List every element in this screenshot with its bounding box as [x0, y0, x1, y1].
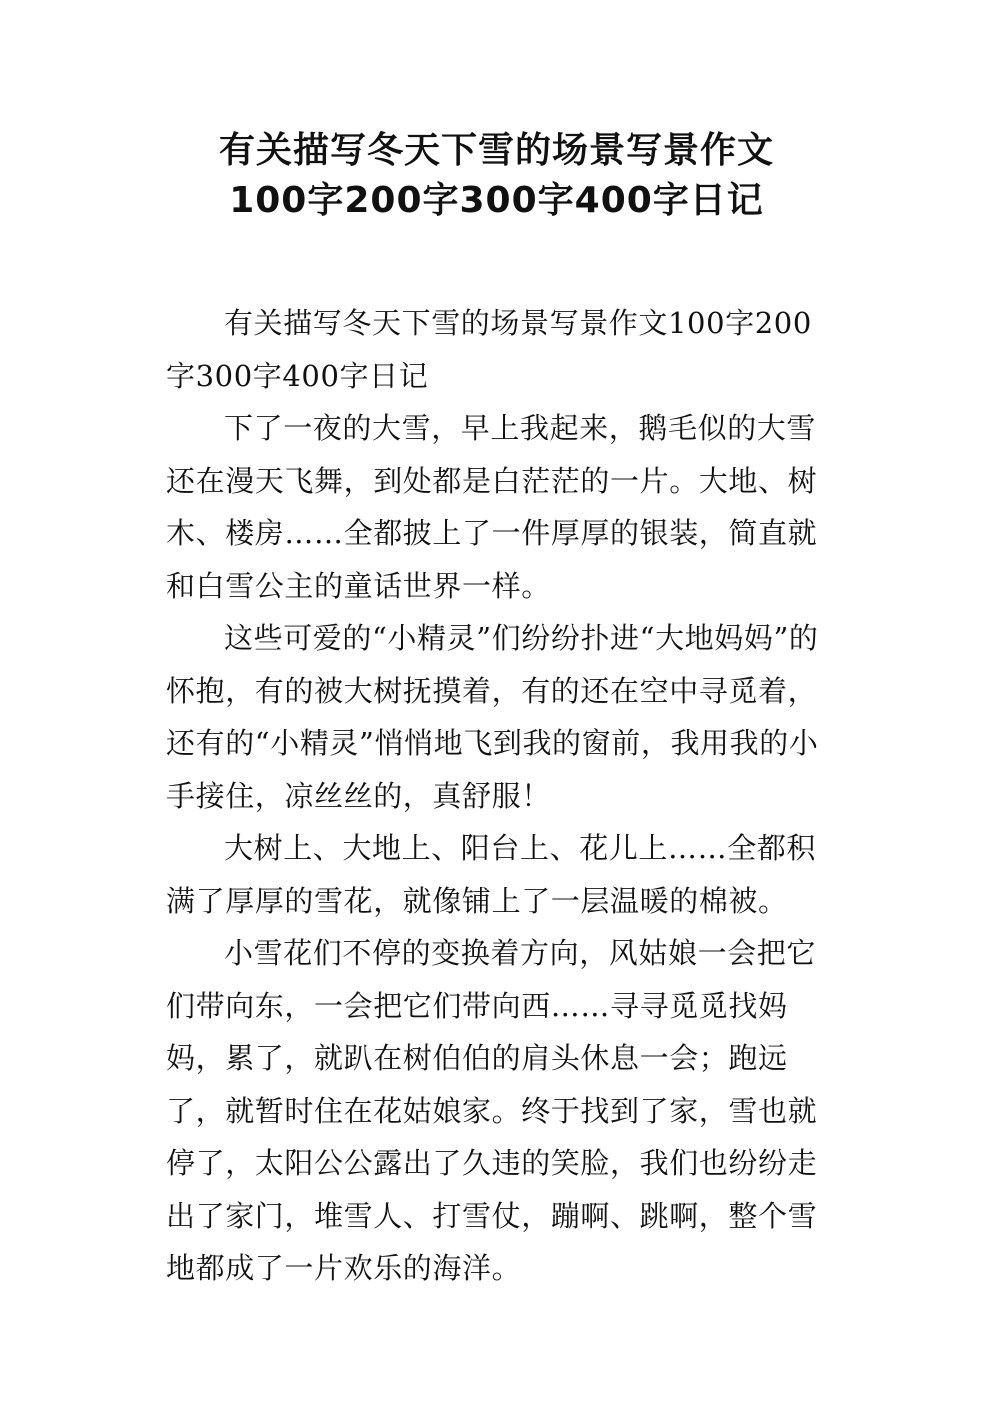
paragraph-3: 这些可爱的“小精灵”们纷纷扑进“大地妈妈”的怀抱，有的被大树抚摸着，有的还在空中寻觅着，还有的“小精灵”悄悄地飞到我的窗前，我用我的小手接住，凉丝丝的，真舒服！	[166, 621, 819, 813]
paragraph-5: 小雪花们不停的变换着方向，风姑娘一会把它们带向东，一会把它们带向西……寻寻觅觅找妈妈，累了，就趴在树伯伯的肩头休息一会；跑远了，就暂时住在花姑娘家。终于找到了家，雪也就停了，太阳公公露出了久违的笑脸，我们也纷纷走出了家门，堆雪人、打雪仗，蹦啊、跳啊，整个雪地都成了一片欢乐的海洋。	[166, 936, 818, 1285]
paragraph-2: 下了一夜的大雪，早上我起来，鹅毛似的大雪还在漫天飞舞，到处都是白茫茫的一片。大地、树木、楼房……全都披上了一件厚厚的银装，简直就和白雪公主的童话世界一样。	[166, 411, 818, 603]
paragraph-1: 有关描写冬天下雪的场景写景作文100字200字300字400字日记	[166, 306, 812, 393]
document-title-line-2: 100字200字300字400字日记	[229, 180, 764, 221]
document-body	[166, 297, 838, 1295]
paragraph-4: 大树上、大地上、阳台上、花儿上……全都积满了厚厚的雪花，就像铺上了一层温暖的棉被。	[166, 831, 817, 918]
document-title-line-1: 有关描写冬天下雪的场景写景作文	[218, 130, 774, 171]
